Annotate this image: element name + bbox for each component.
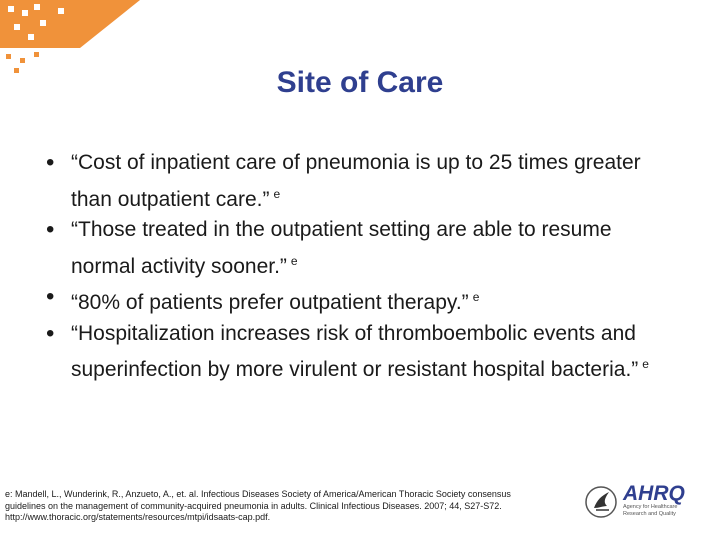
bullet-dot-icon: • — [46, 283, 55, 310]
ahrq-wordmark: AHRQ — [623, 482, 685, 505]
bullet-item — [46, 282, 680, 319]
bullet-item — [46, 215, 680, 282]
ahrq-tagline: Agency for Healthcare Research and Quality — [623, 504, 678, 517]
citation-ref: e — [290, 253, 298, 268]
bullet-dot-icon: • — [46, 149, 55, 176]
citation-ref: e — [642, 357, 649, 371]
bullet-item — [46, 319, 680, 386]
ahrq-logo — [623, 484, 685, 517]
hhs-eagle-icon — [585, 482, 617, 522]
bullet-dot-icon: • — [46, 216, 55, 243]
bullet-dot-icon: • — [46, 319, 55, 347]
citation-ref: e — [472, 290, 480, 304]
footnote-citation: e: Mandell, L., Wunderink, R., Anzueto, A., et. al. Infectious Diseases Society of America/American Thoracic Society consensus guidelines on the management of community-acquired pneumonia in adults. Clinical Infectious Diseases. 2007; 44, S27-S72. http://www.thoracic.org/statements/resources/mtpi/idsaats-cap.pdf. — [5, 489, 511, 522]
citation-ref: e — [273, 186, 281, 201]
bullet-text: “Cost of inpatient care of pneumonia is up to 25 times greater than outpatient care.” — [71, 151, 641, 211]
slide-title: Site of Care — [276, 66, 444, 99]
bullet-text: “80% of patients prefer outpatient therapy.” — [71, 291, 469, 314]
bullet-item — [46, 148, 680, 215]
bullet-text: “Hospitalization increases risk of thromboembolic events and superinfection by more virulent or resistant hospital bacteria.” — [71, 321, 639, 381]
bullet-list — [46, 148, 680, 386]
logo-group — [585, 482, 715, 527]
bullet-text: “Those treated in the outpatient setting are able to resume normal activity sooner.” — [71, 218, 612, 278]
